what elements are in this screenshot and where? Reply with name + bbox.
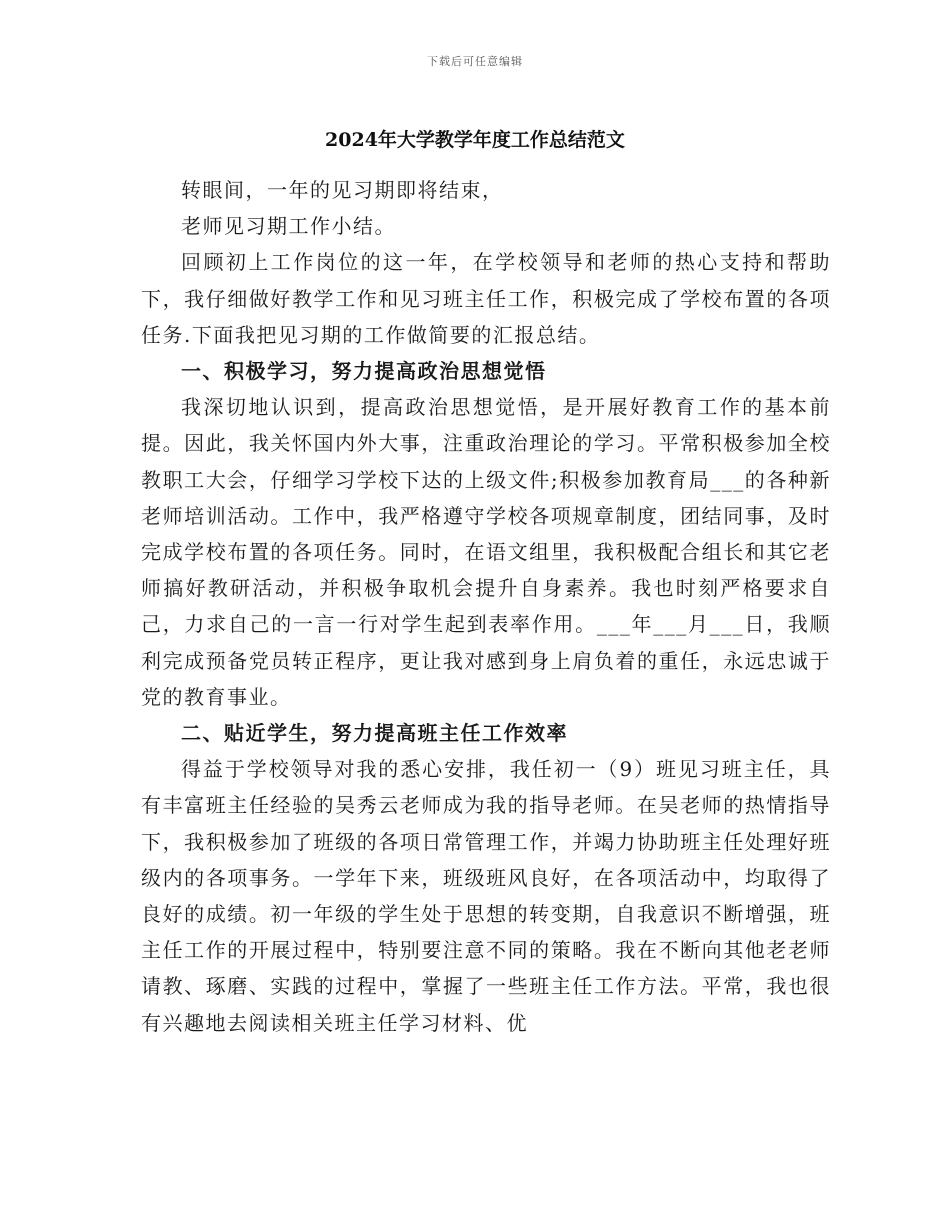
paragraph: 转眼间，一年的见习期即将结束，	[181, 178, 504, 202]
paragraph: 我深切地认识到，提高政治思想觉悟，是开展好教育工作的基本前提。因此，我关怀国内外大事，注重政治理论的学习。平常积极参加全校教职工大会，仔细学习学校下达的上级文件;积极参加教育局___的各种新老师培训活动。工作中，我严格遵守学校各项规章制度，团结同事，及时完成学校布置的各项任务。同时，在语文组里，我积极配合组长和其它老师搞好教研活动，并积极争取机会提升自身素养。我也时刻严格要求自己，力求自己的一言一行对学生起到表率作用。___年___月___日，我顺利完成预备党员转正程序，更让我对感到身上肩负着的重任，永远忠诚于党的教育事业。	[141, 395, 831, 709]
section-heading: 一、积极学习，努力提高政治思想觉悟	[181, 359, 547, 384]
paragraph: 回顾初上工作岗位的这一年，在学校领导和老师的热心支持和帮助下，我仔细做好教学工作和见习班主任工作，积极完成了学校布置的各项任务.下面我把见习期的工作做简要的汇报总结。	[141, 250, 831, 347]
section-heading: 二、贴近学生，努力提高班主任工作效率	[181, 721, 568, 746]
paragraph: 得益于学校领导对我的悉心安排，我任初一（9）班见习班主任，具有丰富班主任经验的吴秀云老师成为我的指导老师。在吴老师的热情指导下，我积极参加了班级的各项日常管理工作，并竭力协助班主任处理好班级内的各项事务。一学年下来，班级班风良好，在各项活动中，均取得了良好的成绩。初一年级的学生处于思想的转变期，自我意识不断增强，班主任工作的开展过程中，特别要注意不同的策略。我在不断向其他老老师请教、琢磨、实践的过程中，掌握了一些班主任工作方法。平常，我也很有兴趣地去阅读相关班主任学习材料、优	[141, 757, 831, 1035]
document-body	[141, 172, 831, 1041]
header-note: 下载后可任意编辑	[427, 55, 523, 68]
paragraph: 老师见习期工作小结。	[181, 214, 396, 239]
document-title: 2024年大学教学年度工作总结范文	[325, 129, 625, 151]
